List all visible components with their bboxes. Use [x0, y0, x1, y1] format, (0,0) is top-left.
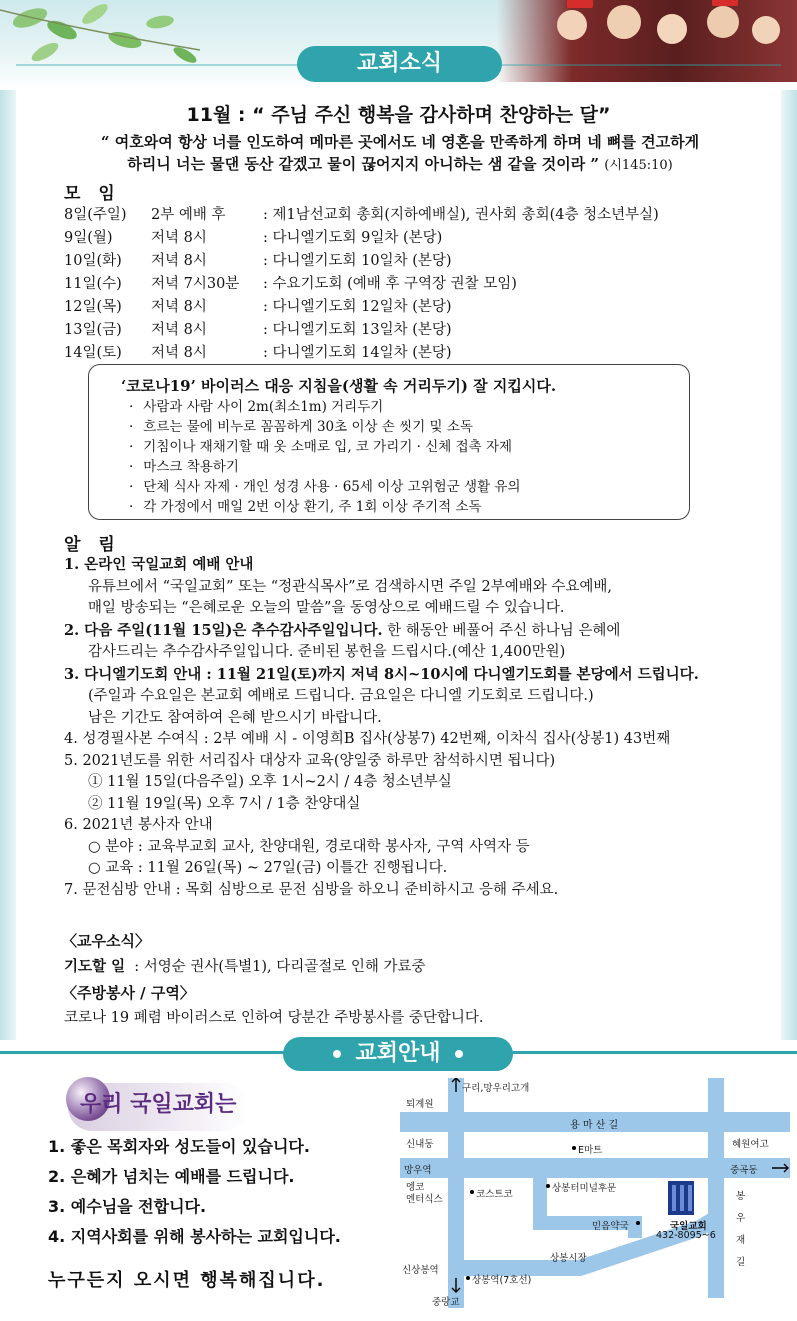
schedule-row: 12일(목) 저녁 8시 : 다니엘기도회 12일차 (본당)	[64, 299, 452, 315]
map-label-yongmasan: 용 마 산 길	[570, 1120, 619, 1131]
map-label-mangu: 망우역	[404, 1165, 432, 1176]
list-item: · 흐르는 물에 비누로 꼼꼼하게 30초 이상 손 씻기 및 소독	[129, 417, 521, 437]
notice-3-line: 남은 기간도 참여하여 은혜 받으시기 바랍니다.	[88, 709, 382, 726]
map-label-hyewon: 혜원여고	[732, 1139, 769, 1150]
list-item: 4. 지역사회를 위해 봉사하는 교회입니다.	[48, 1227, 341, 1246]
schedule-row: 11일(수) 저녁 7시30분 : 수요기도회 (예배 후 구역장 권찰 모임)	[64, 276, 517, 292]
notice-3-title: 3. 다니엘기도회 안내 : 11월 21일(토)까지 저녁 8시~10시에 다니엘기도회를 본당에서 드립니다.	[64, 665, 699, 683]
notice-6-line: ○ 교육 : 11월 26일(목) ~ 27일(금) 이틀간 진행됩니다.	[88, 860, 448, 876]
map-label-bongujae: 봉 우 재 길	[736, 1191, 746, 1268]
kitchen-notice: 코로나 19 폐렴 바이러스로 인하여 당분간 주방봉사를 중단합니다.	[64, 1010, 484, 1026]
left-border	[0, 90, 16, 1040]
map-label-pharmacy: 믿음약국	[592, 1221, 629, 1232]
schedule-row: 14일(토) 저녁 8시 : 다니엘기도회 14일차 (본당)	[64, 345, 452, 361]
map-label-terminal: 상봉터미널후문	[552, 1183, 617, 1194]
schedule-row: 8일(주일) 2부 예배 후 : 제1남선교회 총회(지하예배실), 권사회 총회(4층 청소년부실)	[64, 207, 659, 223]
notices-heading: 알 림	[64, 535, 121, 555]
map-label-jungok: 중곡동	[730, 1165, 758, 1176]
map-label-encore: 엥코 엔터식스	[406, 1182, 443, 1205]
covid-guidelines-box	[88, 364, 690, 520]
members-label: 기도할 일	[64, 958, 126, 975]
notice-1-title: 1. 온라인 국일교회 예배 안내	[64, 556, 254, 573]
notice-5-line: ① 11월 15일(다음주일) 오후 1시~2시 / 4층 청소년부실	[88, 774, 452, 790]
members-news: 기도할 일 : 서영순 권사(특별1), 다리골절로 인해 가료중	[64, 958, 426, 975]
map-label-sangbong-station: 상봉역(7호선)	[472, 1275, 532, 1286]
schedule-row: 10일(화) 저녁 8시 : 다니엘기도회 10일차 (본당)	[64, 253, 452, 269]
schedule-heading: 모 임	[64, 184, 121, 204]
intro-footer: 누구든지 오시면 행복해집니다.	[48, 1270, 326, 1291]
verse-line-1: “ 여호와여 항상 너를 인도하여 메마른 곳에서도 네 영혼을 만족하게 하며 네 뼈를 견고하게	[100, 133, 700, 151]
list-item: · 단체 식사 자제 · 개인 성경 사용 · 65세 이상 고위험군 생활 유의	[129, 477, 521, 497]
covid-guidelines-list	[129, 397, 521, 517]
map-label-emart: E마트	[578, 1145, 603, 1156]
schedule-list	[64, 204, 659, 365]
choir-photo	[497, 0, 797, 82]
verse-reference: (시145:10)	[604, 158, 673, 173]
notice-5-title: 5. 2021년도를 위한 서리집사 대상자 교육(양일중 하루만 참석하시면 됩니다)	[64, 752, 556, 769]
location-map	[400, 1078, 790, 1308]
church-info-title: 교회안내	[283, 1037, 513, 1071]
notice-5-line: ② 11월 19일(목) 오후 7시 / 1층 찬양대실	[88, 795, 361, 812]
map-label-sinnae: 신내동	[406, 1139, 434, 1150]
notice-2-title: 2. 다음 주일(11월 15일)은 추수감사주일입니다. 한 해동안 베풀어 주신 하나님 은혜에	[64, 621, 621, 639]
list-item: 1. 좋은 목회자와 성도들이 있습니다.	[48, 1137, 310, 1156]
schedule-row: 13일(금) 저녁 8시 : 다니엘기도회 13일차 (본당)	[64, 322, 452, 338]
map-label-costco: 코스트코	[476, 1189, 513, 1200]
map-label-sangbong-market: 상봉시장	[550, 1253, 587, 1264]
map-label-guri: 구리,망우리고개	[462, 1083, 530, 1094]
members-heading: 〈교우소식〉	[62, 932, 150, 950]
notice-3-line: (주일과 수요일은 본교회 예배로 드립니다. 금요일은 다니엘 기도회로 드립니다.)	[88, 688, 594, 704]
month-theme: 11월 : “ 주님 주신 행복을 감사하며 찬양하는 달”	[186, 104, 611, 126]
list-item: · 사람과 사람 사이 2m(최소1m) 거리두기	[129, 397, 521, 417]
kitchen-heading: 〈주방봉사 / 구역〉	[62, 984, 195, 1002]
notice-6-line: ○ 분야 : 교육부교회 교사, 찬양대원, 경로대학 봉사자, 구역 사역자 등	[88, 838, 530, 855]
page-title: 교회소식	[297, 46, 502, 82]
map-label-toegyewon: 퇴계원	[406, 1099, 434, 1110]
map-label-phone: 432-8095~6	[656, 1230, 716, 1241]
right-border	[781, 90, 797, 1040]
intro-list	[48, 1132, 341, 1252]
list-item: · 마스크 착용하기	[129, 457, 521, 477]
covid-guidelines-title: ‘코로나19’ 바이러스 대응 지침을(생활 속 거리두기) 잘 지킵시다.	[121, 377, 557, 395]
list-item: · 기침이나 재채기할 때 옷 소매로 입, 코 가리기 · 신체 접촉 자제	[129, 437, 521, 457]
list-item: · 각 가정에서 매일 2번 이상 환기, 주 1회 이상 주기적 소독	[129, 497, 521, 517]
list-item: 2. 은혜가 넘치는 예배를 드립니다.	[48, 1167, 295, 1186]
map-label-junghwa: 중랑교	[432, 1297, 460, 1308]
list-item: 3. 예수님을 전합니다.	[48, 1197, 207, 1216]
intro-title: 우리 국일교회는	[80, 1092, 237, 1117]
notice-4: 4. 성경필사본 수여식 : 2부 예배 시 - 이영희B 집사(상봉7) 42번째, 이차식 집사(상봉1) 43번째	[64, 731, 671, 747]
notice-7: 7. 문전심방 안내 : 목회 심방으로 문전 심방을 하오니 준비하시고 응해 주세요.	[64, 881, 559, 898]
map-label-sinsangbong: 신상봉역	[402, 1265, 439, 1276]
schedule-row: 9일(월) 저녁 8시 : 다니엘기도회 9일차 (본당)	[64, 230, 443, 246]
map-label-church: 국일교회	[670, 1221, 707, 1232]
notice-6-title: 6. 2021년 봉사자 안내	[64, 817, 213, 833]
verse-line-2: 하리니 너는 물댄 동산 같겠고 물이 끊어지지 아니하는 샘 같을 것이라 ” (시145:10)	[127, 155, 673, 173]
notice-1-line: 매일 방송되는 “은혜로운 오늘의 말씀”을 동영상으로 예배드릴 수 있습니다.	[88, 600, 565, 616]
notice-1-line: 유튜브에서 “국일교회” 또는 “정관식목사”로 검색하시면 주일 2부예배와 수요예배,	[88, 578, 612, 595]
notice-2-line: 감사드리는 추수감사주일입니다. 준비된 봉헌을 드립시다.(예산 1,400만원)	[88, 644, 566, 660]
notices-list	[64, 554, 764, 901]
